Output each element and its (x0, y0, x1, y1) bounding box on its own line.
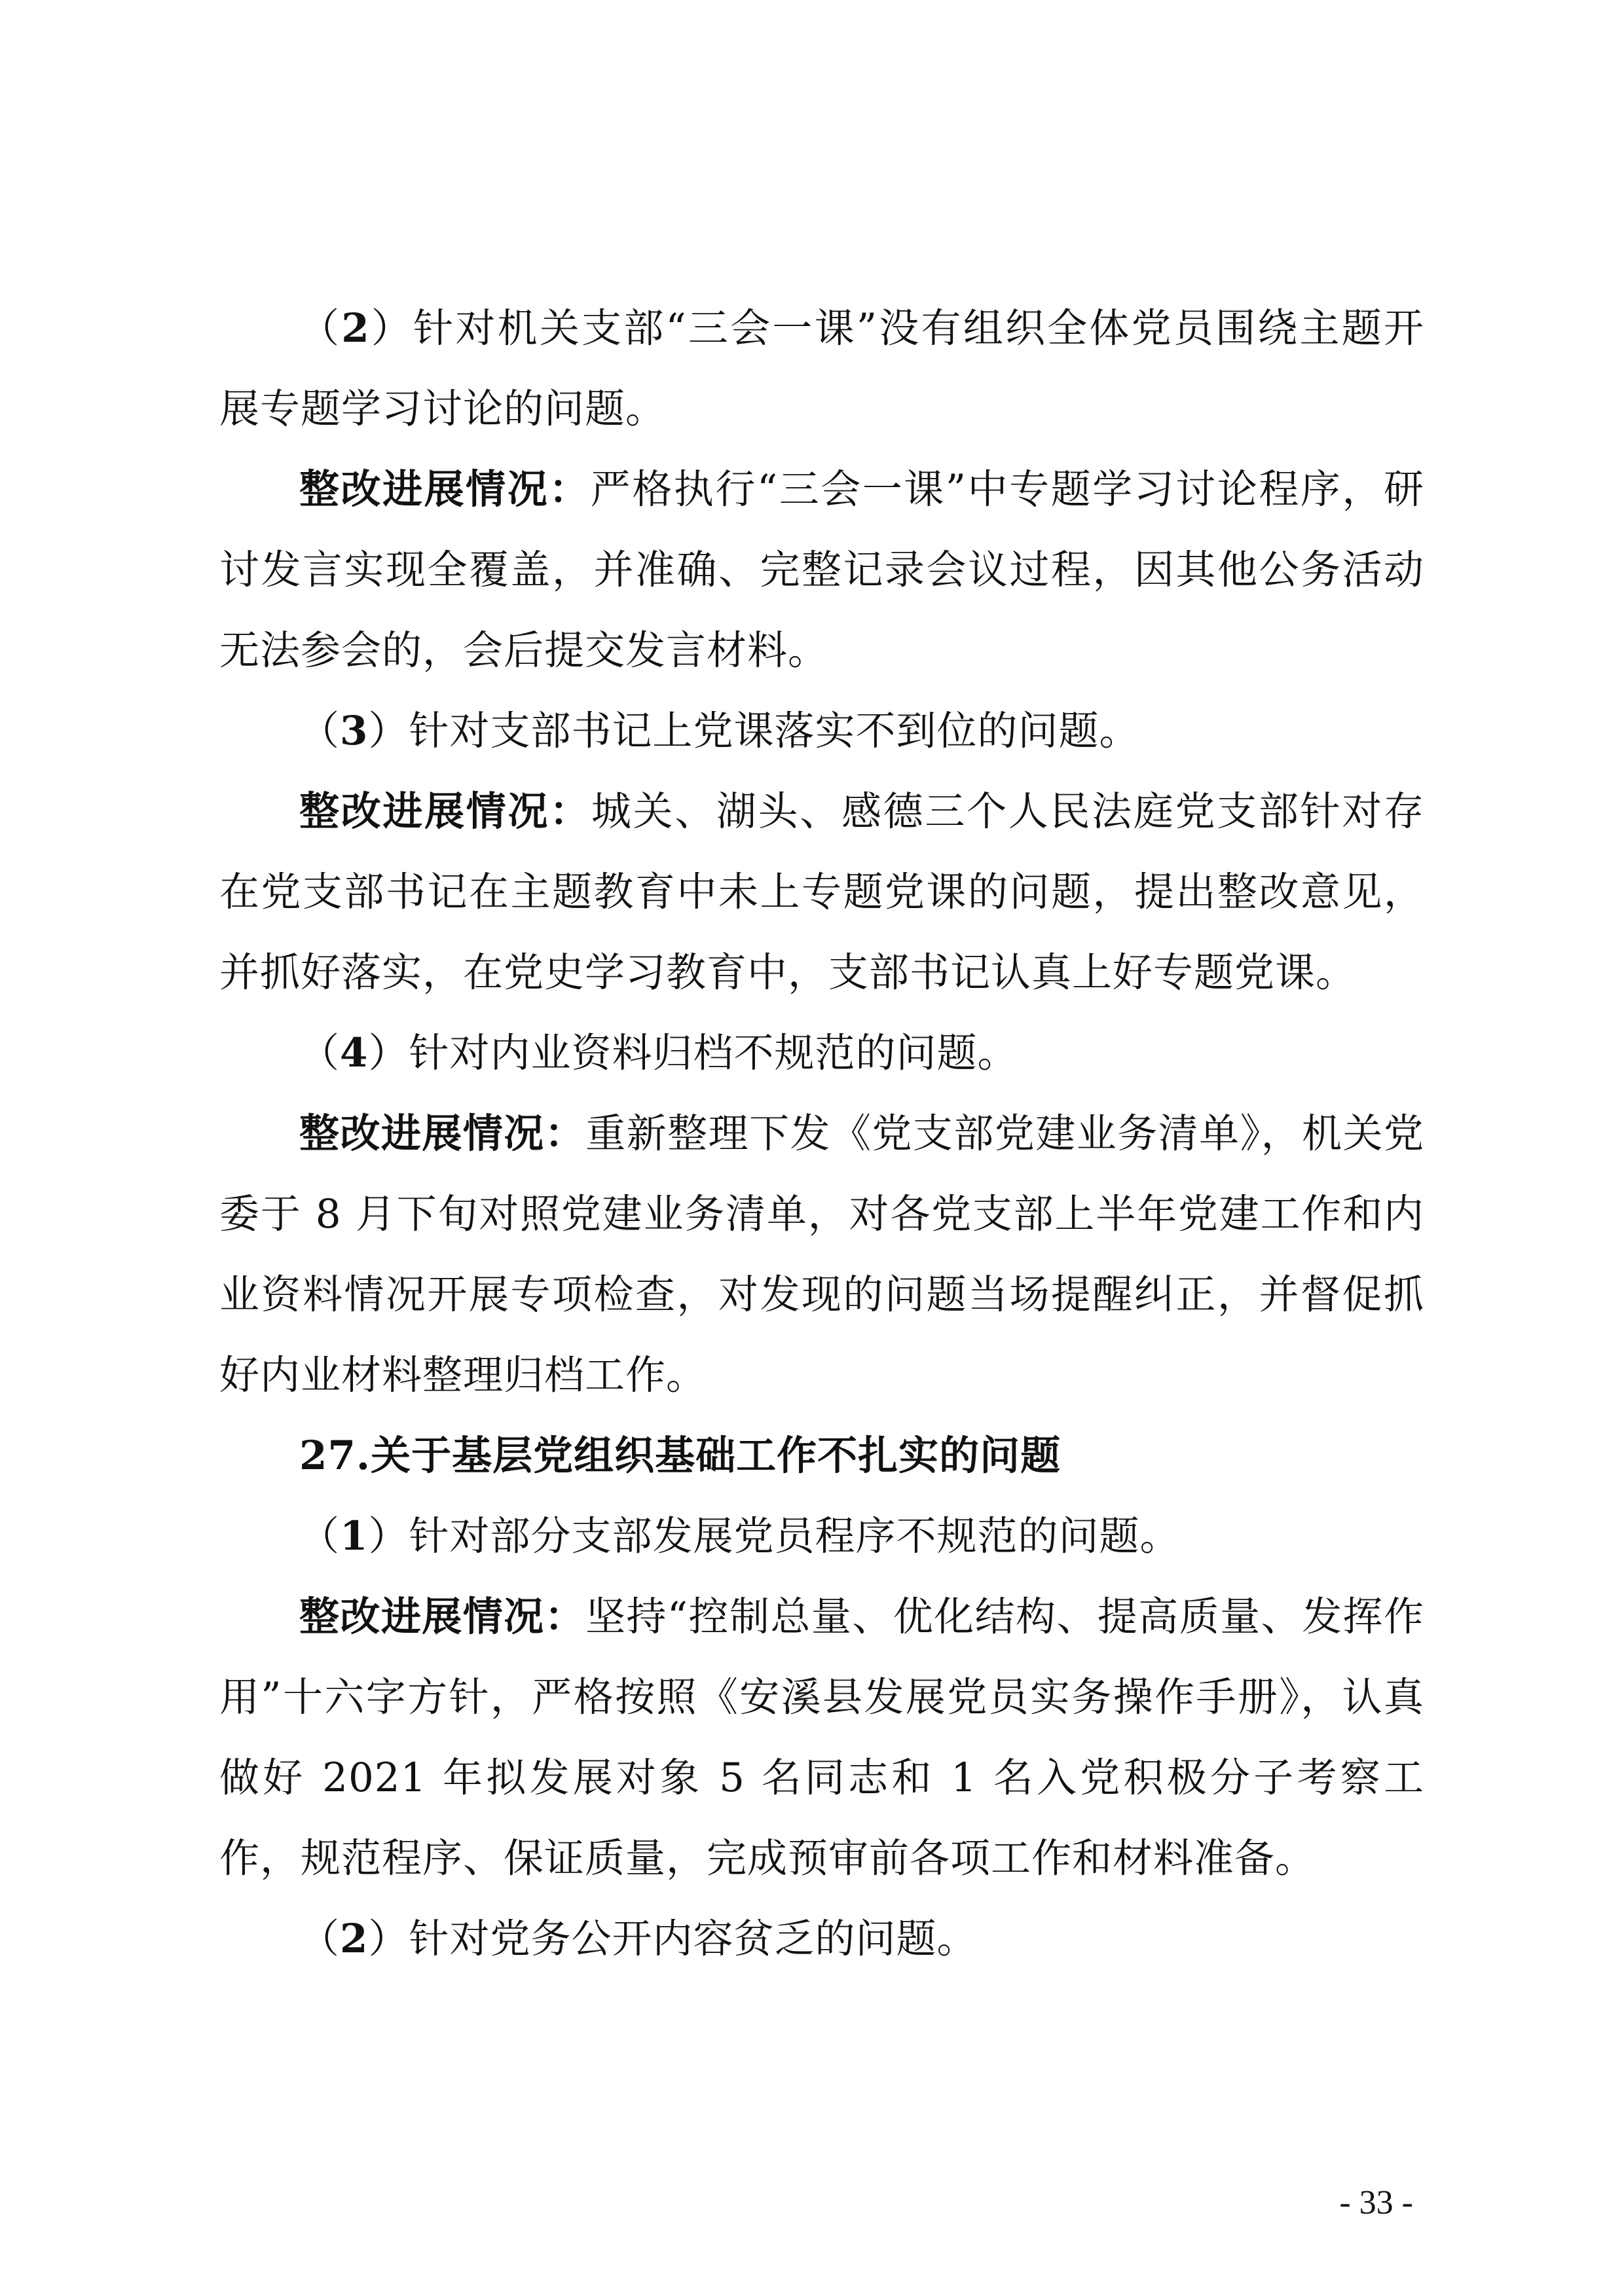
rectification-label: 整改进展情况： (299, 1110, 586, 1157)
paragraph-text: 针对党务公开内容贫乏的问题。 (409, 1916, 978, 1962)
paragraph-text: 重新整理下发《党支部党建业务清单》，机关党委于 8 月下旬对照党建业务清单，对各党支部上半年党建工作和内业资料情况开展专项检查，对发现的问题当场提醒纠正，并督促抓好内业材料整理归档工作。 (219, 1110, 1424, 1398)
paragraph-text: 坚持“控制总量、优化结构、提高质量、发挥作用”十六字方针，严格按照《安溪县发展党员实务操作手册》，认真做好 2021 年拟发展对象 5 名同志和 1 名入党积极分子考察工作，规范程序、保证质量，完成预审前各项工作和材料准备。 (219, 1594, 1424, 1882)
rectification-label: 整改进展情况： (299, 1594, 586, 1640)
paragraph-text: 针对部分支部发展党员程序不规范的问题。 (409, 1513, 1181, 1559)
paragraph-text: 针对内业资料归档不规范的问题。 (409, 1030, 1018, 1076)
rectification-label: 整改进展情况： (299, 788, 591, 835)
paragraph-item-2-issue (219, 288, 1424, 449)
paragraph-item-1-issue (219, 1496, 1424, 1576)
paragraph-text: 针对机关支部“三会一课”没有组织全体党员围绕主题开展专题学习讨论的问题。 (219, 305, 1424, 432)
paragraph-rectification-progress (219, 1576, 1424, 1899)
item-number-prefix: （3） (299, 708, 409, 754)
paragraph-text: 城关、湖头、感德三个人民法庭党支部针对存在党支部书记在主题教育中未上专题党课的问题，提出整改意见，并抓好落实，在党史学习教育中，支部书记认真上好专题党课。 (219, 788, 1424, 996)
item-number-prefix: （1） (299, 1513, 409, 1559)
page-number: - 33 - (1339, 2184, 1413, 2221)
paragraph-item-3-issue (219, 691, 1424, 771)
paragraph-rectification-progress (219, 449, 1424, 691)
paragraph-rectification-progress (219, 1093, 1424, 1415)
section-heading-27: 27.关于基层党组织基础工作不扎实的问题 (299, 1432, 1061, 1479)
item-number-prefix: （2） (299, 305, 414, 352)
paragraph-item-2-issue-b (219, 1899, 1424, 1979)
paragraph-item-4-issue (219, 1013, 1424, 1093)
item-number-prefix: （4） (299, 1030, 409, 1076)
paragraph-text: 严格执行“三会一课”中专题学习讨论程序，研讨发言实现全覆盖，并准确、完整记录会议过程，因其他公务活动无法参会的，会后提交发言材料。 (219, 466, 1424, 674)
paragraph-text: 针对支部书记上党课落实不到位的问题。 (409, 708, 1140, 754)
document-body (219, 288, 1424, 1979)
item-number-prefix: （2） (299, 1916, 409, 1962)
paragraph-rectification-progress (219, 771, 1424, 1013)
rectification-label: 整改进展情况： (299, 466, 591, 513)
